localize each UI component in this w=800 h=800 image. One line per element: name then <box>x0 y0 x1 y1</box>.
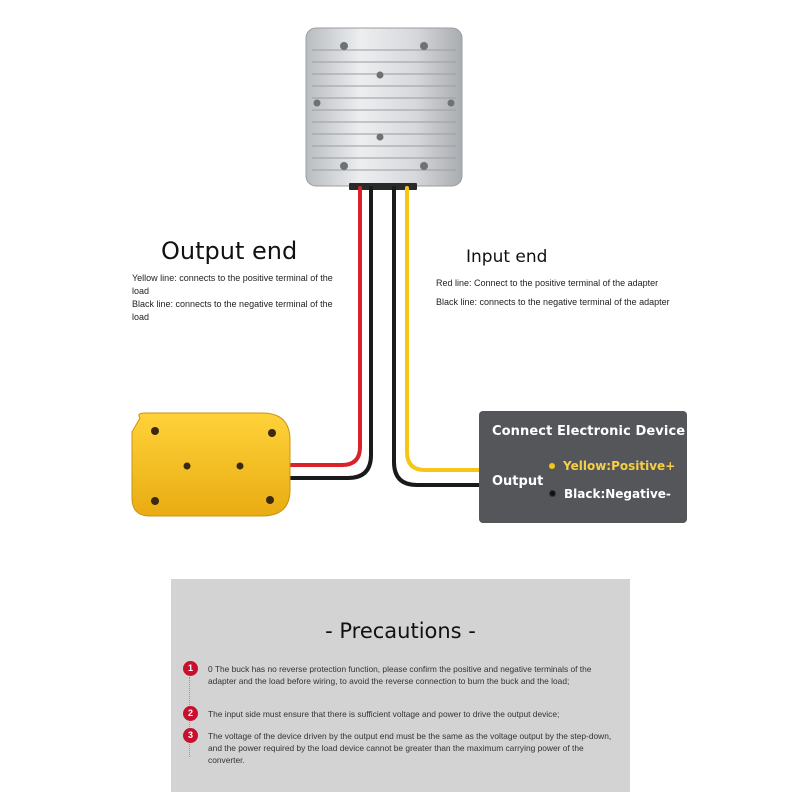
legend-positive <box>549 459 675 473</box>
wires <box>285 188 484 485</box>
number-badge: 2 <box>183 706 198 721</box>
legend-negative <box>549 487 671 501</box>
legend-negative-label: Black:Negative- <box>564 487 671 501</box>
output-end-description <box>132 272 342 324</box>
precautions-title: - Precautions - <box>325 619 476 643</box>
precaution-text: The voltage of the device driven by the output end must be the same as the voltage output by the step-down, and the power required by the load device cannot be greater than the maximum carrying power of the converter. <box>208 731 612 765</box>
input-end-title: Input end <box>466 247 548 267</box>
precaution-item <box>187 663 620 687</box>
input-red-line-note: Red line: Connect to the positive terminal of the adapter <box>436 278 659 288</box>
precaution-text: 0 The buck has no reverse protection function, please confirm the positive and negative terminals of the adapter and the load before wiring, to avoid the reverse connection to burn the buck and the load; <box>208 664 592 686</box>
wire-red-input <box>285 188 360 465</box>
device-box-title: Connect Electronic Device <box>492 424 686 439</box>
precautions-panel <box>171 579 630 792</box>
precaution-text: The input side must ensure that there is sufficient voltage and power to drive the output device; <box>208 709 560 719</box>
wire-yellow-output <box>407 188 484 470</box>
battery-adapter <box>132 413 290 516</box>
precaution-item <box>187 708 620 720</box>
input-end-description <box>436 274 756 312</box>
precaution-item <box>187 730 620 766</box>
buck-converter-module <box>306 28 462 190</box>
device-output-label: Output <box>492 474 544 489</box>
output-yellow-line-note: Yellow line: connects to the positive terminal of the load <box>132 273 333 296</box>
number-badge: 3 <box>183 728 198 743</box>
black-dot-icon <box>549 490 556 497</box>
electronic-device-box <box>479 411 687 523</box>
output-end-title: Output end <box>161 237 298 265</box>
number-badge: 1 <box>183 661 198 676</box>
legend-positive-label: Yellow:Positive+ <box>563 459 676 473</box>
output-black-line-note: Black line: connects to the negative terminal of the load <box>132 299 333 322</box>
yellow-dot-icon <box>549 463 555 469</box>
input-black-line-note: Black line: connects to the negative terminal of the adapter <box>436 297 670 307</box>
